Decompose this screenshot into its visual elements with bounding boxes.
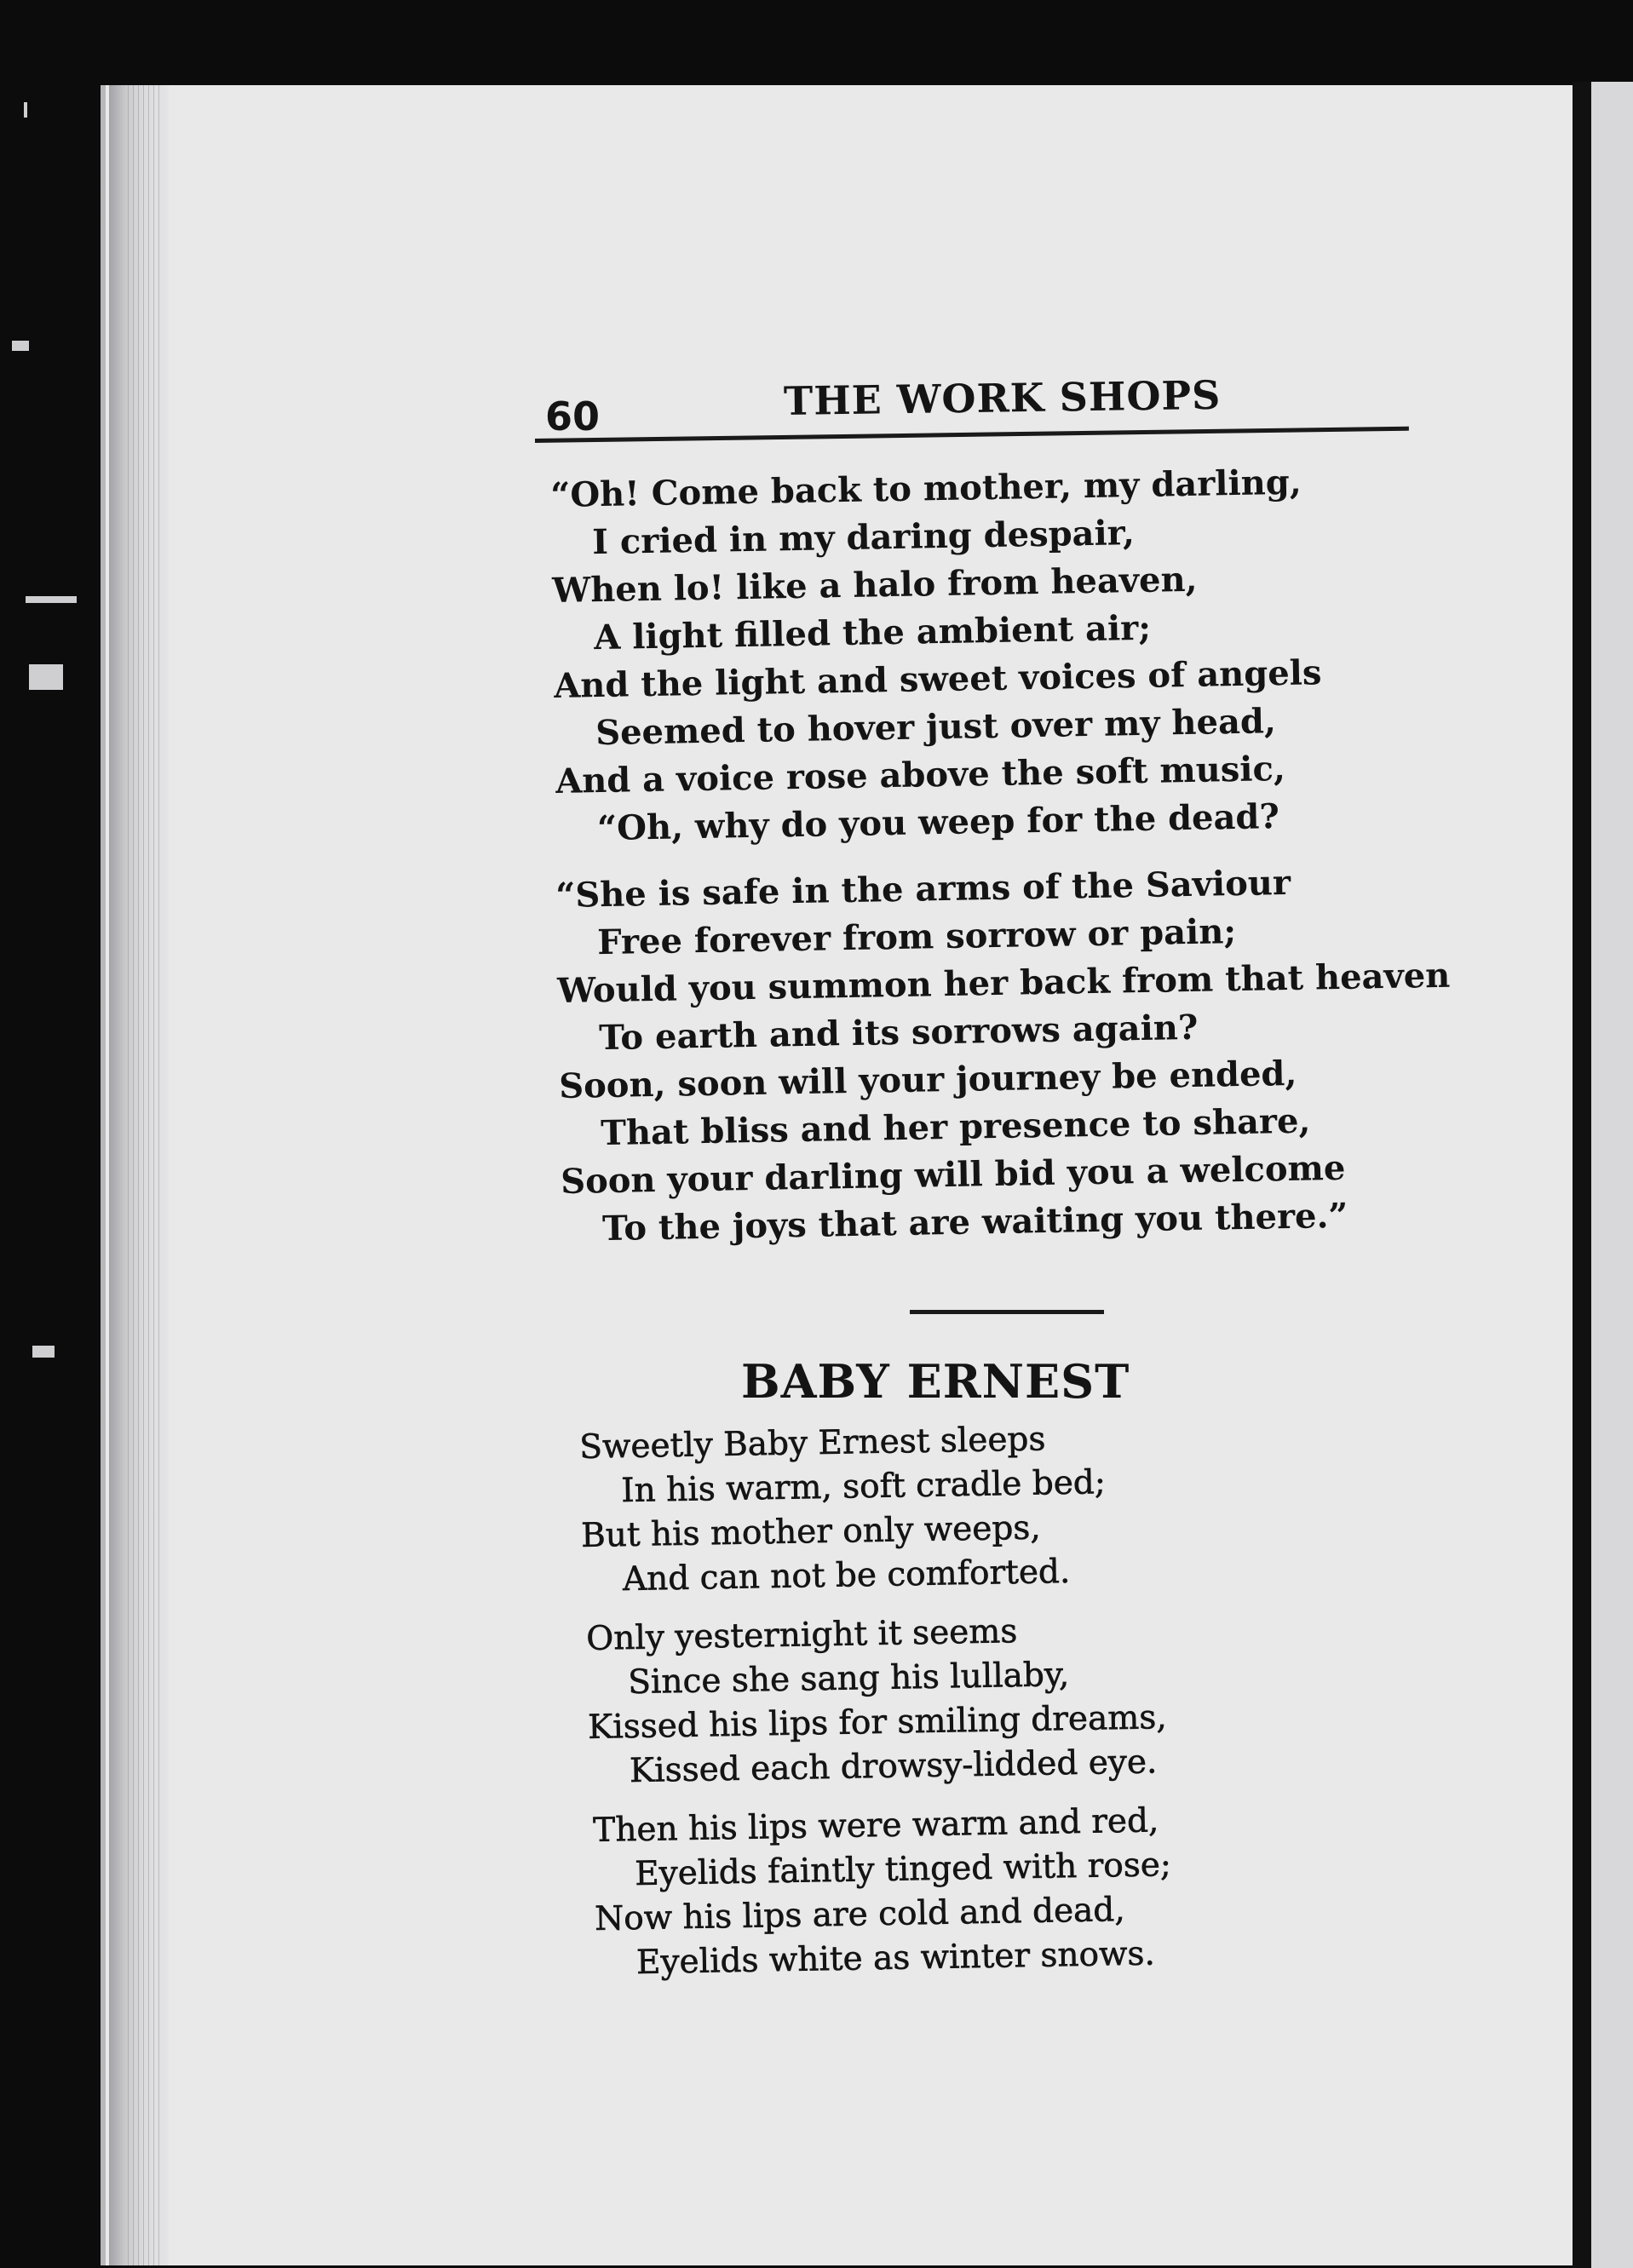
page-stack-edges <box>128 85 162 2265</box>
poem-line: “She is safe in the arms of the Saviour <box>555 862 1291 916</box>
poem-line: A light filled the ambient air; <box>593 607 1152 658</box>
poem-line: To the joys that are waiting you there.” <box>601 1195 1348 1249</box>
margin-speck <box>24 102 27 118</box>
poem-line: That bliss and her presence to share, <box>600 1100 1311 1154</box>
poem-line: Only yesternight it seems <box>585 1612 1018 1658</box>
poem-line: Kissed his lips for smiling dreams, <box>587 1698 1168 1747</box>
poem-line: Sweetly Baby Ernest sleeps <box>578 1420 1046 1467</box>
page-header <box>545 371 1410 439</box>
poem-line: I cried in my daring despair, <box>591 513 1136 563</box>
poem-line: And a voice rose above the soft music, <box>555 748 1286 801</box>
facing-page-strip <box>1591 82 1633 2268</box>
poem-line: “Oh, why do you weep for the dead? <box>596 796 1280 849</box>
poem-stanza <box>592 1801 1173 1991</box>
running-head: THE WORK SHOPS <box>783 371 1222 424</box>
poem-line: Then his lips were warm and red, <box>592 1801 1159 1850</box>
poem-stanza <box>586 1612 1168 1800</box>
poem-line: “Oh! Come back to mother, my darling, <box>549 462 1302 515</box>
poem-line: And the light and sweet voices of angels <box>553 652 1322 706</box>
poem-line: But his mother only weeps, <box>580 1508 1042 1555</box>
page-number: 60 <box>545 393 601 439</box>
poem-stanza <box>555 864 1455 1260</box>
poem-line: Soon, soon will your journey be ended, <box>558 1053 1297 1106</box>
margin-speck <box>12 341 29 351</box>
poem-line: Since she sang his lullaby, <box>627 1656 1070 1702</box>
poem-line: When lo! like a halo from heaven, <box>551 559 1198 611</box>
poem-line: Eyelids white as winter snows. <box>635 1934 1156 1983</box>
poem-line: Soon your darling will bid you a welcome <box>560 1147 1346 1202</box>
section-divider <box>910 1310 1104 1314</box>
poem-line: Free forever from sorrow or pain; <box>596 911 1237 963</box>
poem-line: Would you summon her back from that heaven <box>556 955 1451 1011</box>
poem-line: Eyelids faintly tinged with rose; <box>634 1846 1172 1894</box>
poem-stanza <box>549 462 1325 860</box>
poem-line: In his warm, soft cradle bed; <box>620 1463 1107 1511</box>
poem-line: Now his lips are cold and dead, <box>594 1891 1126 1938</box>
poem-line: Kissed each drowsy-lidded eye. <box>629 1743 1158 1791</box>
margin-speck <box>32 1346 55 1358</box>
poem-title: BABY ERNEST <box>741 1354 1130 1409</box>
facing-page-edge <box>1573 82 1591 2268</box>
poem-line: And can not be comforted. <box>622 1552 1071 1599</box>
poem-stanza <box>579 1421 1107 1608</box>
poem-line: To earth and its sorrows again? <box>598 1007 1199 1059</box>
poem-line: Seemed to hover just over my head, <box>595 701 1277 754</box>
margin-speck <box>26 596 77 603</box>
margin-speck <box>29 664 63 690</box>
